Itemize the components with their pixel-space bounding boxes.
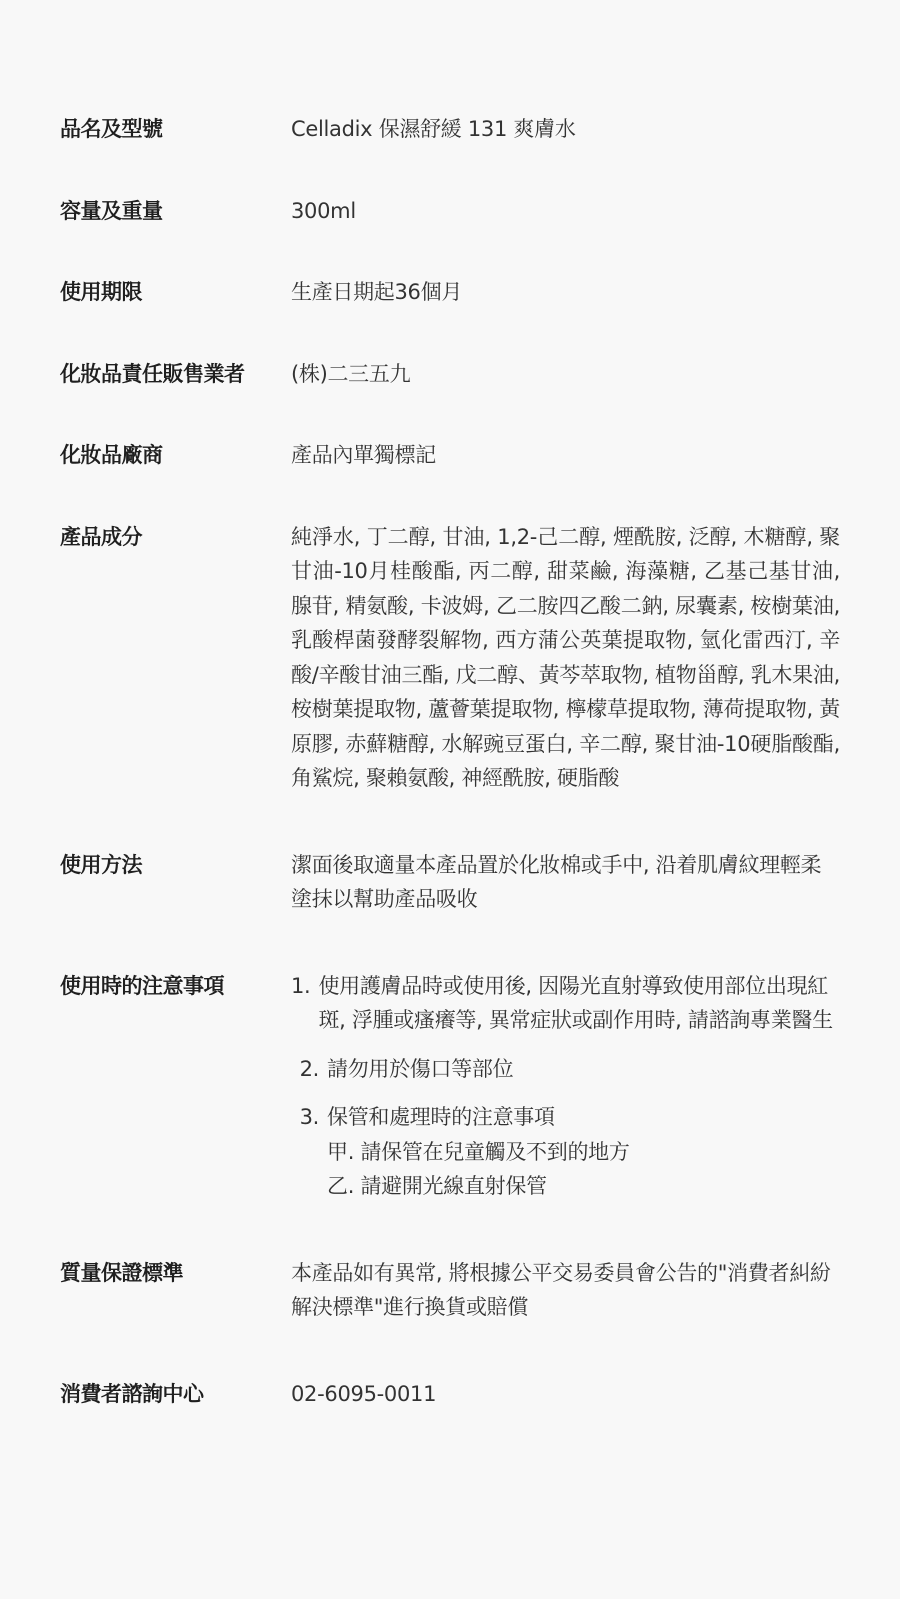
value-quality: 本產品如有異常, 將根據公平交易委員會公告的"消費者糾紛解決標準"進行換貨或賠償 (291, 1260, 831, 1319)
value-expiry: 生產日期起36個月 (291, 280, 463, 304)
label-consumer-center: 消費者諮詢中心 (60, 1381, 204, 1406)
row-consumer-center (60, 1377, 840, 1412)
row-volume (60, 194, 840, 229)
precautions-list (291, 969, 840, 1204)
value-seller: (株)二三五九 (291, 361, 411, 386)
row-seller (60, 357, 840, 392)
label-ingredients: 產品成分 (60, 524, 142, 549)
list-item-number: 2. (299, 1056, 319, 1081)
sub-item: 甲. 請保管在兒童觸及不到的地方 (327, 1139, 630, 1164)
label-volume: 容量及重量 (60, 198, 163, 223)
row-manufacturer (60, 438, 840, 473)
sub-item: 乙. 請避開光線直射保管 (327, 1174, 547, 1198)
value-consumer-center: 02-6095-0011 (291, 1381, 437, 1406)
row-expiry (60, 275, 840, 310)
list-item (291, 1100, 840, 1204)
list-item (291, 969, 840, 1038)
value-product-name: Celladix 保濕舒緩 131 爽膚水 (291, 117, 576, 141)
row-usage (60, 848, 840, 917)
list-item-body (327, 1100, 840, 1204)
value-volume: 300ml (291, 198, 356, 223)
list-item-text: 保管和處理時的注意事項 (327, 1105, 555, 1129)
label-quality: 質量保證標準 (60, 1260, 183, 1285)
list-item-text: 使用護膚品時或使用後, 因陽光直射導致使用部位出現紅斑, 浮腫或瘙癢等, 異常症狀或副作用時, 請諮詢專業醫生 (318, 973, 833, 1032)
row-quality (60, 1256, 840, 1325)
value-precautions (291, 969, 840, 1204)
label-usage: 使用方法 (60, 852, 142, 877)
label-expiry: 使用期限 (60, 280, 142, 304)
row-product-name (60, 112, 840, 147)
label-product-name: 品名及型號 (60, 117, 163, 141)
value-ingredients: 純淨水, 丁二醇, 甘油, 1,2-己二醇, 煙酰胺, 泛醇, 木糖醇, 聚甘油-10月桂酸酯, 丙二醇, 甜菜鹼, 海藻糖, 乙基己基甘油, 腺苷, 精氨酸, 卡波姆, 乙二胺四乙酸二鈉, 尿囊素, 桉樹葉油, 乳酸桿菌發酵裂解物, 西方蒲公英葉提取物, 氫化雷西汀, 辛酸/辛酸甘油三酯, 戊二醇、黃芩萃取物, 植物甾醇, 乳木果油, 桉樹葉提取物, 蘆薈葉提取物, 檸檬草提取物, 薄荷提取物, 黃原膠, 赤蘚糖醇, 水解豌豆蛋白, 辛二醇, 聚甘油-10硬脂酸酯, 角鯊烷, 聚賴氨酸, 神經酰胺, 硬脂酸 (291, 524, 840, 790)
list-item-text: 請勿用於傷口等部位 (327, 1056, 514, 1081)
list-item (291, 1052, 840, 1087)
value-usage: 潔面後取適量本產品置於化妝棉或手中, 沿着肌膚紋理輕柔塗抹以幫助產品吸收 (291, 852, 822, 911)
label-manufacturer: 化妝品廠商 (60, 443, 163, 467)
list-item-number: 1. (291, 973, 311, 998)
row-precautions (60, 969, 840, 1204)
row-ingredients (60, 520, 840, 796)
value-manufacturer: 產品內單獨標記 (291, 443, 436, 467)
label-seller: 化妝品責任販售業者 (60, 361, 245, 386)
list-item-number: 3. (299, 1105, 319, 1129)
label-precautions: 使用時的注意事項 (60, 973, 224, 998)
